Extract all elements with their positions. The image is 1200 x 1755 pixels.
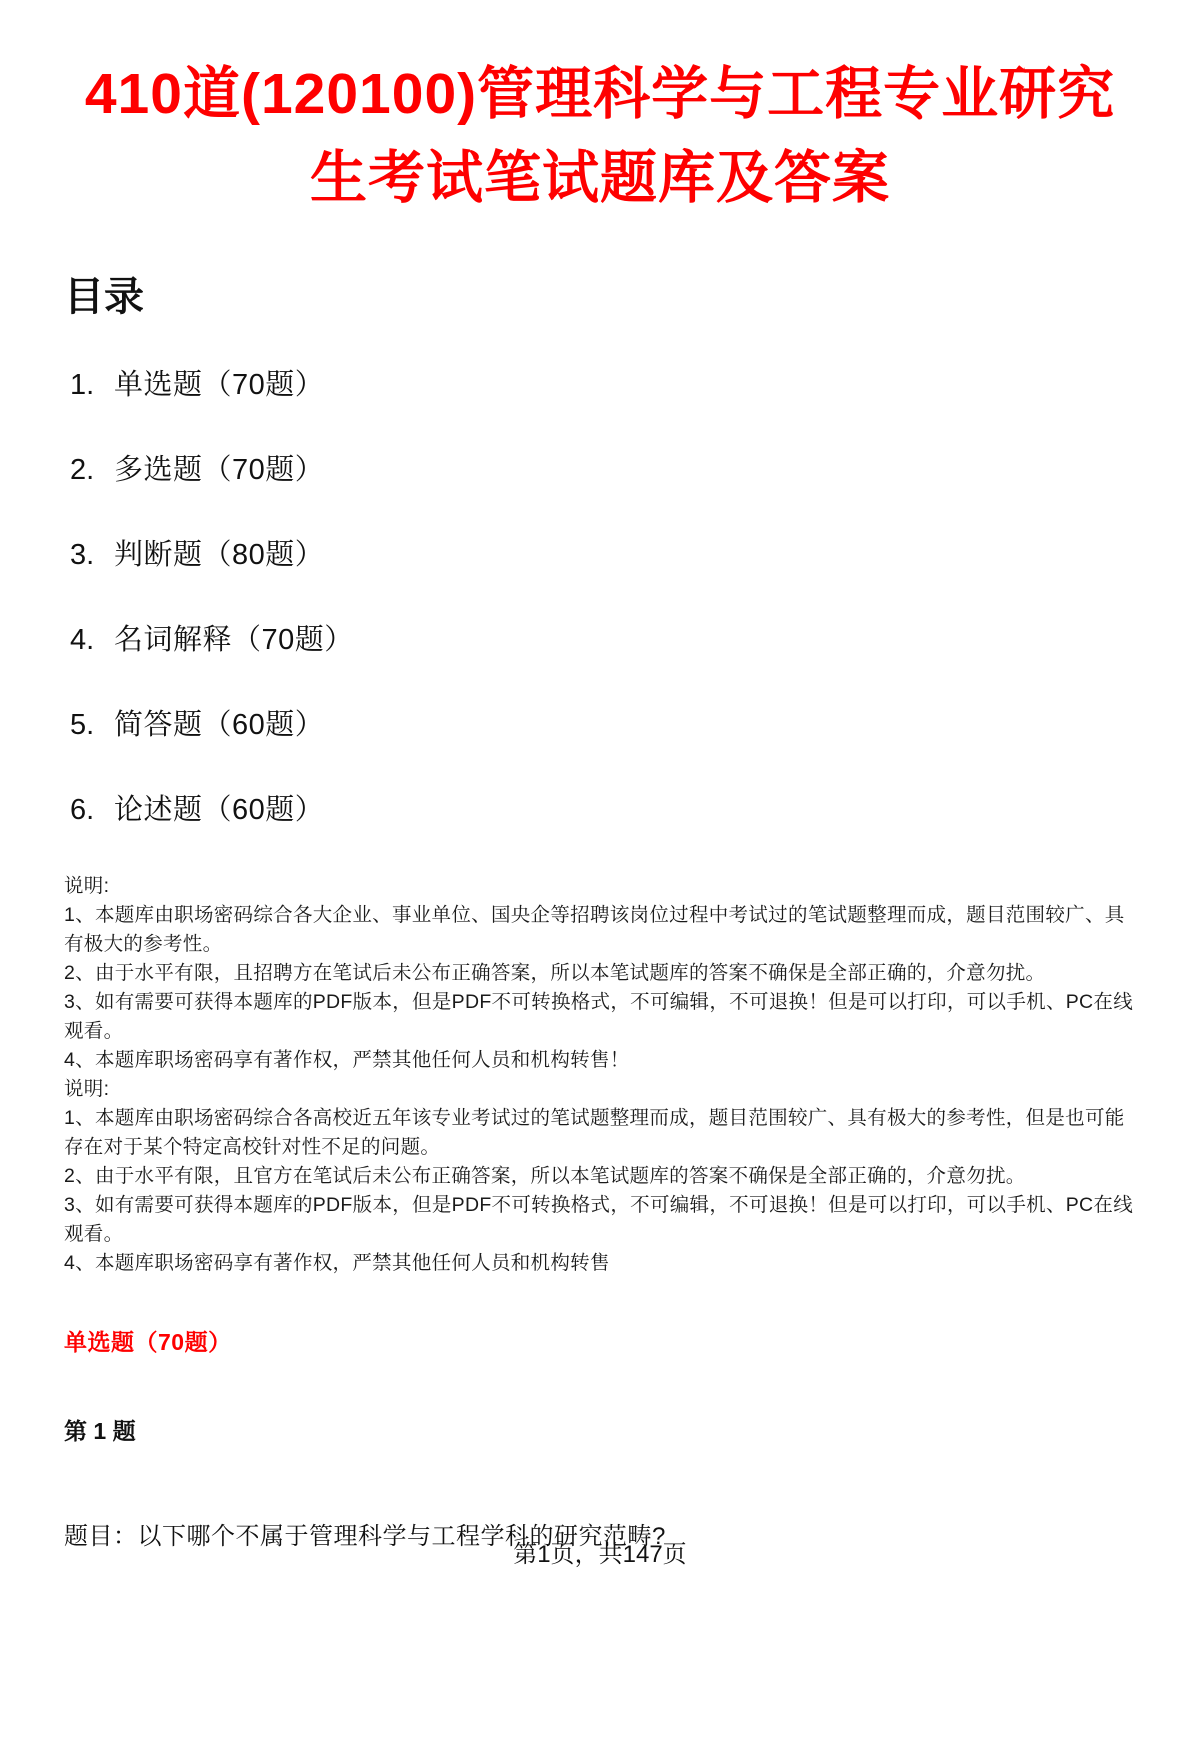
toc-item [64, 702, 1136, 743]
page-footer-pagination: 第1页，共147页 [513, 1541, 687, 1568]
toc-item-label: 论述题（60题） [114, 793, 325, 826]
toc-item-number: 6. [70, 793, 95, 826]
question-number-label: 第 1 题 [64, 1417, 136, 1444]
toc-item [64, 532, 1136, 573]
toc-item-label: 名词解释（70题） [114, 623, 354, 656]
toc-item [64, 362, 1136, 403]
toc-item-label: 简答题（60题） [114, 708, 325, 741]
toc-list [64, 362, 1136, 828]
toc-item-number: 1. [70, 368, 95, 401]
toc-item-number: 5. [70, 708, 95, 741]
toc-item-label: 判断题（80题） [114, 538, 325, 571]
toc-item [64, 447, 1136, 488]
note-line: 2、由于水平有限，且官方在笔试后未公布正确答案，所以本笔试题库的答案不确保是全部正确的，介意勿扰。 [64, 1164, 1026, 1187]
toc-item-number: 4. [70, 623, 95, 656]
notes-block [64, 872, 1136, 1278]
note-line: 2、由于水平有限，且招聘方在笔试后未公布正确答案，所以本笔试题库的答案不确保是全部正确的，介意勿扰。 [64, 961, 1046, 984]
toc-item-number: 2. [70, 453, 95, 486]
note-line: 1、本题库由职场密码综合各大企业、事业单位、国央企等招聘该岗位过程中考试过的笔试题整理而成，题目范围较广、具有极大的参考性。 [64, 903, 1125, 955]
note-line: 1、本题库由职场密码综合各高校近五年该专业考试过的笔试题整理而成，题目范围较广、具有极大的参考性，但是也可能存在对于某个特定高校针对性不足的问题。 [64, 1106, 1125, 1158]
question-text: 题目：以下哪个不属于管理科学与工程学科的研究范畴? [64, 1522, 666, 1550]
note-line: 说明: [64, 874, 110, 897]
note-line: 4、本题库职场密码享有著作权，严禁其他任何人员和机构转售！ [64, 1048, 630, 1071]
toc-item-label: 单选题（70题） [114, 368, 325, 401]
toc-item-label: 多选题（70题） [114, 453, 325, 486]
toc-item [64, 787, 1136, 828]
note-line: 3、如有需要可获得本题库的PDF版本，但是PDF不可转换格式，不可编辑，不可退换！但是可以打印，可以手机、PC在线观看。 [64, 990, 1134, 1042]
note-line: 说明: [64, 1077, 110, 1100]
note-line: 3、如有需要可获得本题库的PDF版本，但是PDF不可转换格式，不可编辑，不可退换！但是可以打印，可以手机、PC在线观看。 [64, 1193, 1134, 1245]
section-heading-single-choice: 单选题（70题） [64, 1328, 232, 1355]
toc-item [64, 617, 1136, 658]
note-line: 4、本题库职场密码享有著作权，严禁其他任何人员和机构转售 [64, 1251, 610, 1274]
document-title: 410道(120100)管理科学与工程专业研究生考试笔试题库及答案 [84, 62, 1116, 211]
toc-heading: 目录 [64, 274, 144, 319]
toc-item-number: 3. [70, 538, 95, 571]
